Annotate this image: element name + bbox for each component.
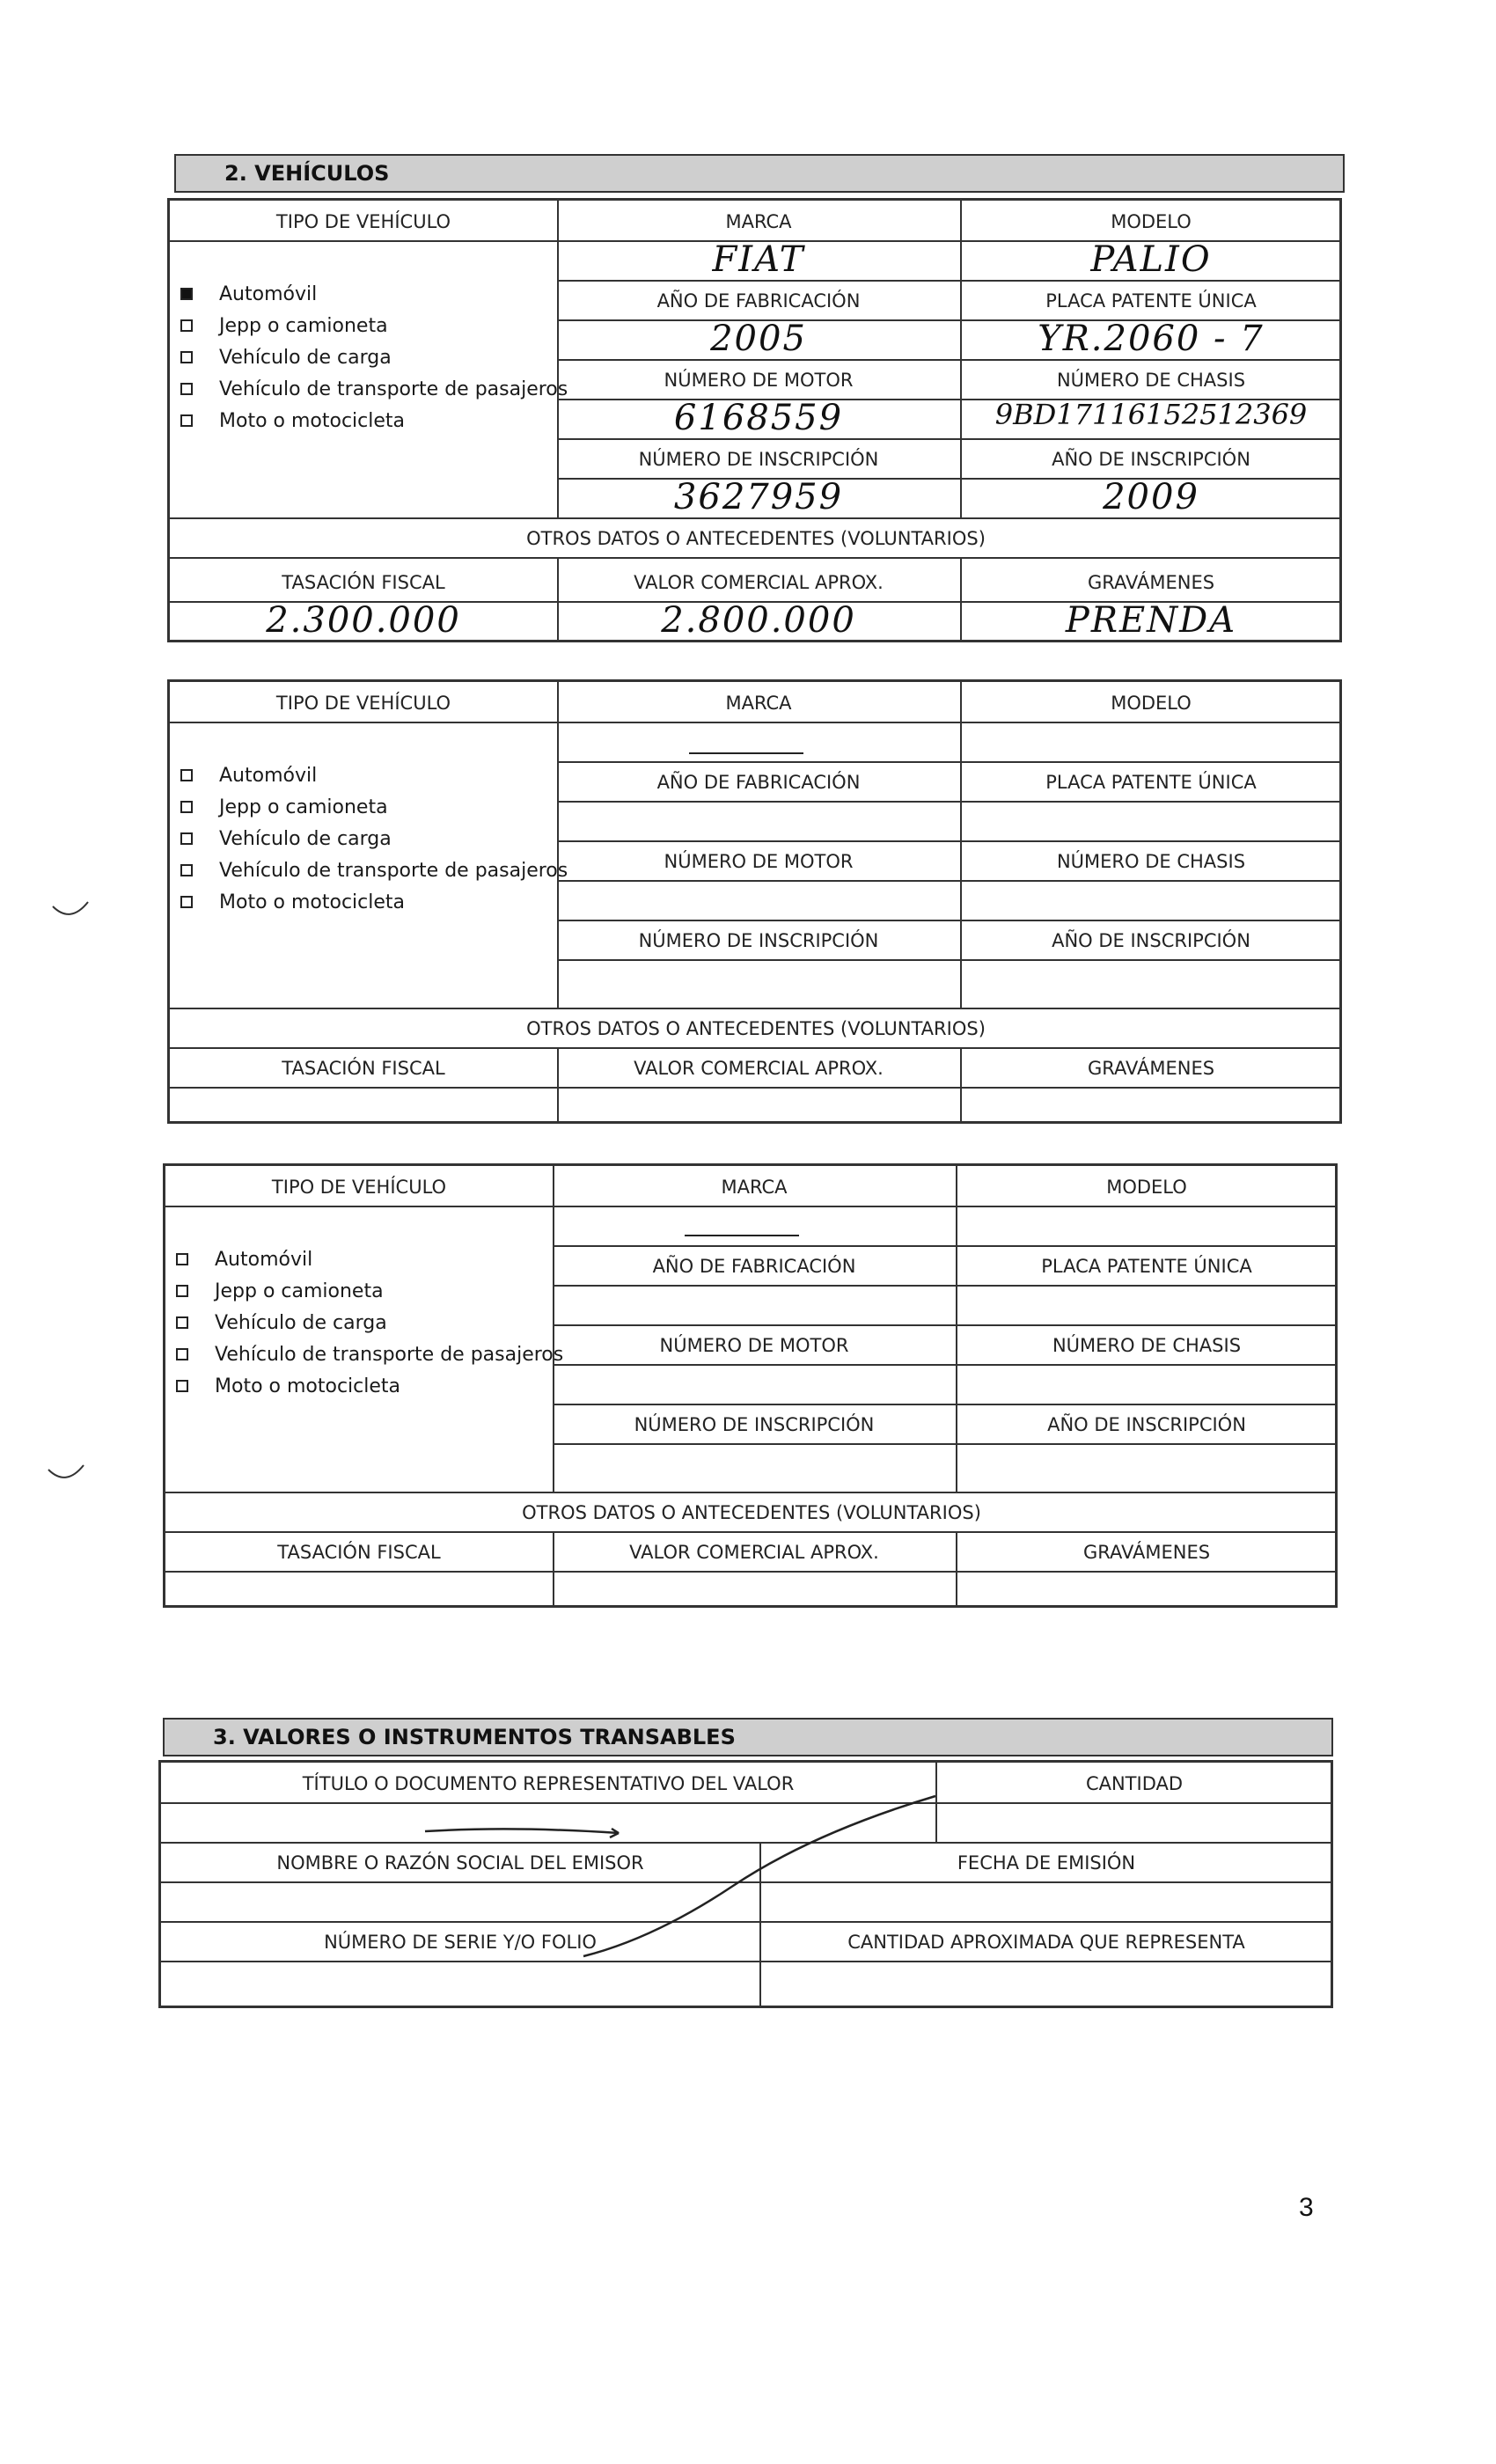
- page-number: 3: [1299, 2193, 1314, 2222]
- checkbox[interactable]: [176, 1253, 188, 1265]
- label-nombre-emisor: NOMBRE O RAZÓN SOCIAL DEL EMISOR: [276, 1852, 644, 1874]
- vehicle-option-pasajeros[interactable]: Vehículo de transporte de pasajeros: [176, 1338, 563, 1370]
- label-cantidad-aproximada: CANTIDAD APROXIMADA QUE REPRESENTA: [847, 1932, 1245, 1953]
- value-placa: YR.2060 - 7: [1038, 319, 1265, 359]
- label-numero-inscripcion: NÚMERO DE INSCRIPCIÓN: [638, 449, 879, 470]
- vehicle-table-3: [163, 1163, 1338, 1608]
- label-numero-chasis: NÚMERO DE CHASIS: [1052, 1335, 1242, 1356]
- vehicle-option-pasajeros[interactable]: Vehículo de transporte de pasajeros: [180, 854, 568, 886]
- value-ano-fabricacion: 2005: [710, 319, 807, 359]
- vehicle-option-moto[interactable]: Moto o motocicleta: [180, 405, 568, 436]
- hole-punch-mark: [48, 889, 101, 933]
- label-ano-fabricacion: AÑO DE FABRICACIÓN: [656, 290, 861, 312]
- vehicle-option-carga[interactable]: Vehículo de carga: [180, 341, 568, 373]
- value-numero-chasis: 9BD17116152512369: [994, 398, 1308, 431]
- label-gravamenes: GRAVÁMENES: [1082, 1542, 1211, 1563]
- checkbox[interactable]: [180, 832, 193, 845]
- checkbox[interactable]: [180, 319, 193, 332]
- label-otros: OTROS DATOS O ANTECEDENTES (VOLUNTARIOS): [526, 1018, 986, 1039]
- value-marca: FIAT: [712, 239, 805, 280]
- vehicle-option-automovil[interactable]: Automóvil: [176, 1243, 563, 1275]
- vehicle-table-2: [167, 679, 1342, 1124]
- checkbox[interactable]: [180, 896, 193, 908]
- label-tipo: TIPO DE VEHÍCULO: [271, 1177, 447, 1198]
- label-marca: MARCA: [721, 1177, 788, 1198]
- label-numero-motor: NÚMERO DE MOTOR: [664, 370, 854, 391]
- vehicle-option-carga[interactable]: Vehículo de carga: [180, 823, 568, 854]
- label-gravamenes: GRAVÁMENES: [1087, 572, 1215, 593]
- label-modelo: MODELO: [1106, 1177, 1187, 1198]
- vehicle-option-carga[interactable]: Vehículo de carga: [176, 1307, 563, 1338]
- label-ano-inscripcion: AÑO DE INSCRIPCIÓN: [1052, 930, 1250, 951]
- checkbox[interactable]: [176, 1285, 188, 1297]
- label-tasacion: TASACIÓN FISCAL: [277, 1542, 441, 1563]
- checkbox[interactable]: [180, 414, 193, 427]
- checkbox[interactable]: [180, 769, 193, 781]
- label-placa: PLACA PATENTE ÚNICA: [1045, 772, 1257, 793]
- label-gravamenes: GRAVÁMENES: [1087, 1058, 1215, 1079]
- vehicle-table-1: [167, 198, 1342, 642]
- checkbox[interactable]: [180, 864, 193, 876]
- value-numero-inscripcion: 3627959: [673, 477, 844, 517]
- checkbox[interactable]: [180, 351, 193, 363]
- value-tasacion: 2.300.000: [266, 600, 461, 641]
- label-ano-fabricacion: AÑO DE FABRICACIÓN: [652, 1256, 856, 1277]
- checkbox-checked[interactable]: [180, 288, 193, 300]
- vehicle-type-list: [180, 278, 568, 436]
- label-numero-motor: NÚMERO DE MOTOR: [659, 1335, 849, 1356]
- label-marca: MARCA: [725, 211, 792, 232]
- vehicle-option-moto[interactable]: Moto o motocicleta: [180, 886, 568, 918]
- section-vehiculos-header: 2. VEHÍCULOS: [174, 154, 1345, 193]
- strike-line: [689, 752, 803, 754]
- checkbox[interactable]: [176, 1380, 188, 1392]
- label-numero-inscripcion: NÚMERO DE INSCRIPCIÓN: [638, 930, 879, 951]
- label-tasacion: TASACIÓN FISCAL: [282, 1058, 445, 1079]
- value-valor: 2.800.000: [661, 600, 856, 641]
- label-numero-chasis: NÚMERO DE CHASIS: [1056, 370, 1246, 391]
- label-ano-inscripcion: AÑO DE INSCRIPCIÓN: [1047, 1414, 1246, 1435]
- vehicle-option-pasajeros[interactable]: Vehículo de transporte de pasajeros: [180, 373, 568, 405]
- label-fecha-emision: FECHA DE EMISIÓN: [957, 1852, 1136, 1874]
- label-cantidad: CANTIDAD: [1085, 1773, 1184, 1794]
- checkbox[interactable]: [180, 801, 193, 813]
- label-placa: PLACA PATENTE ÚNICA: [1045, 290, 1257, 312]
- label-tipo: TIPO DE VEHÍCULO: [275, 211, 451, 232]
- label-marca: MARCA: [725, 693, 792, 714]
- label-numero-serie: NÚMERO DE SERIE Y/O FOLIO: [324, 1932, 597, 1953]
- section-valores-header: 3. VALORES O INSTRUMENTOS TRANSABLES: [163, 1718, 1333, 1756]
- label-numero-inscripcion: NÚMERO DE INSCRIPCIÓN: [634, 1414, 875, 1435]
- label-placa: PLACA PATENTE ÚNICA: [1041, 1256, 1252, 1277]
- vehicle-option-camioneta[interactable]: Jepp o camioneta: [176, 1275, 563, 1307]
- label-valor: VALOR COMERCIAL APROX.: [634, 1058, 884, 1079]
- label-otros: OTROS DATOS O ANTECEDENTES (VOLUNTARIOS): [526, 528, 986, 549]
- hole-punch-mark: [44, 1452, 97, 1496]
- cancellation-strokes: [161, 1763, 1333, 2011]
- checkbox[interactable]: [176, 1348, 188, 1360]
- label-numero-chasis: NÚMERO DE CHASIS: [1056, 851, 1246, 872]
- value-modelo: PALIO: [1090, 239, 1212, 280]
- vehicle-type-list: [176, 1243, 563, 1402]
- label-modelo: MODELO: [1111, 211, 1192, 232]
- label-titulo: TÍTULO O DOCUMENTO REPRESENTATIVO DEL VALOR: [302, 1773, 795, 1794]
- vehicle-option-automovil[interactable]: Automóvil: [180, 278, 568, 310]
- vehicle-type-list: [180, 759, 568, 918]
- value-ano-inscripcion: 2009: [1103, 477, 1199, 517]
- vehicle-option-automovil[interactable]: Automóvil: [180, 759, 568, 791]
- label-tipo: TIPO DE VEHÍCULO: [275, 693, 451, 714]
- value-gravamenes: PRENDA: [1065, 600, 1237, 641]
- vehicle-option-moto[interactable]: Moto o motocicleta: [176, 1370, 563, 1402]
- checkbox[interactable]: [180, 383, 193, 395]
- vehicle-option-camioneta[interactable]: Jepp o camioneta: [180, 310, 568, 341]
- label-modelo: MODELO: [1111, 693, 1192, 714]
- vehicle-option-camioneta[interactable]: Jepp o camioneta: [180, 791, 568, 823]
- label-valor: VALOR COMERCIAL APROX.: [634, 572, 884, 593]
- label-otros: OTROS DATOS O ANTECEDENTES (VOLUNTARIOS): [522, 1502, 981, 1523]
- label-ano-inscripcion: AÑO DE INSCRIPCIÓN: [1052, 449, 1250, 470]
- label-tasacion: TASACIÓN FISCAL: [282, 572, 445, 593]
- valores-table: [158, 1760, 1333, 2008]
- label-ano-fabricacion: AÑO DE FABRICACIÓN: [656, 772, 861, 793]
- label-valor: VALOR COMERCIAL APROX.: [629, 1542, 879, 1563]
- value-numero-motor: 6168559: [673, 398, 844, 438]
- strike-line: [685, 1235, 799, 1236]
- label-numero-motor: NÚMERO DE MOTOR: [664, 851, 854, 872]
- checkbox[interactable]: [176, 1316, 188, 1329]
